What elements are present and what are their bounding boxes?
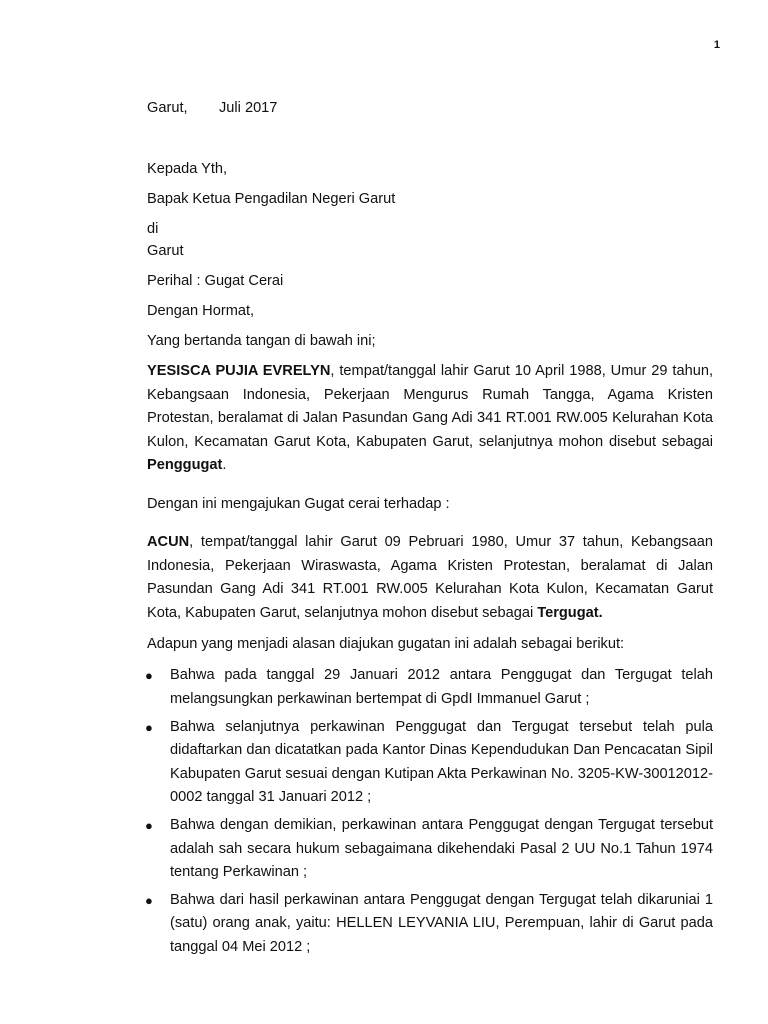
defendant-name: ACUN — [147, 533, 190, 550]
recipient-place: Garut — [147, 243, 184, 259]
plaintiff-end: . — [222, 457, 227, 474]
filing-statement: Dengan ini mengajukan Gugat cerai terhadap : — [147, 495, 450, 512]
plaintiff-name: YESISCA PUJIA EVRELYN — [147, 363, 331, 379]
date-city: Garut, — [147, 100, 188, 116]
defendant-role: Tergugat. — [537, 604, 603, 621]
list-item — [145, 716, 713, 810]
greeting: Dengan Hormat, — [147, 303, 255, 319]
reason-text: Bahwa selanjutnya perkawinan Penggugat dan Tergugat tersebut telah pula didaftarkan dan dicatatkan pada Kantor Dinas Kependudukan Dan Pencacatan Sipil Kabupaten Garut sesuai dengan Kutipan Akta Perkawinan No. 3205-KW-30012012-0002 tanggal 31 Januari 2012 ; — [170, 718, 713, 806]
reason-text: Bahwa dengan demikian, perkawinan antara Penggugat dengan Tergugat tersebut adalah sah secara hukum sebagaimana dikehendaki Pasal 2 UU No.1 Tahun 1974 tentang Perkawinan ; — [170, 816, 713, 881]
list-item — [145, 889, 713, 960]
list-item — [145, 664, 713, 711]
intro-line: Yang bertanda tangan di bawah ini; — [147, 333, 376, 349]
reason-text: Bahwa dari hasil perkawinan antara Penggugat dengan Tergugat telah dikaruniai 1 (satu) orang anak, yaitu: HELLEN LEYVANIA LIU, Perempuan, lahir di Garut pada tanggal 04 Mei 2012 ; — [170, 891, 713, 955]
recipient-addressee: Bapak Ketua Pengadilan Negeri Garut — [147, 191, 396, 207]
bullet-icon: ● — [145, 892, 153, 908]
list-item — [145, 814, 713, 885]
reason-text: Bahwa pada tanggal 29 Januari 2012 antara Penggugat dan Tergugat telah melangsungkan perkawinan bertempat di GpdI Immanuel Garut ; — [170, 667, 713, 707]
page-number: 1 — [713, 39, 720, 51]
bullet-icon: ● — [145, 719, 153, 735]
letter-body — [147, 97, 713, 963]
bullet-icon: ● — [145, 817, 153, 833]
recipient-salutation: Kepada Yth, — [147, 161, 228, 177]
date-text: Juli 2017 — [219, 100, 278, 116]
defendant-paragraph — [147, 531, 713, 625]
reasons-list — [145, 664, 713, 959]
bullet-icon: ● — [145, 668, 153, 684]
defendant-details: , tempat/tanggal lahir Garut 09 Pebruari 1980, Umur 37 tahun, Kebangsaan Indonesia, Pekerjaan Wiraswasta, Agama Kristen Protestan, beralamat di Jalan Pasundan Gang Adi 341 RT.001 RW.005 Kelurahan Kota Kulon, Kecamatan Garut Kota, Kabupaten Garut, selanjutnya mohon disebut sebagai — [147, 533, 713, 621]
reasons-intro: Adapun yang menjadi alasan diajukan gugatan ini adalah sebagai berikut: — [147, 636, 625, 653]
plaintiff-role: Penggugat — [147, 457, 223, 474]
plaintiff-paragraph — [147, 360, 713, 478]
plaintiff-details: , tempat/tanggal lahir Garut 10 April 1988, Umur 29 tahun, Kebangsaan Indonesia, Pekerjaan Mengurus Rumah Tangga, Agama Kristen Protestan, beralamat di Jalan Pasundan Gang Adi 341 RT.001 RW.005 Kelurahan Kota Kulon, Kecamatan Garut Kota, Kabupaten Garut, selanjutnya mohon disebut sebagai — [147, 363, 713, 450]
recipient-at: di — [147, 221, 159, 237]
date-line — [147, 97, 713, 119]
subject-line: Perihal : Gugat Cerai — [147, 273, 284, 289]
